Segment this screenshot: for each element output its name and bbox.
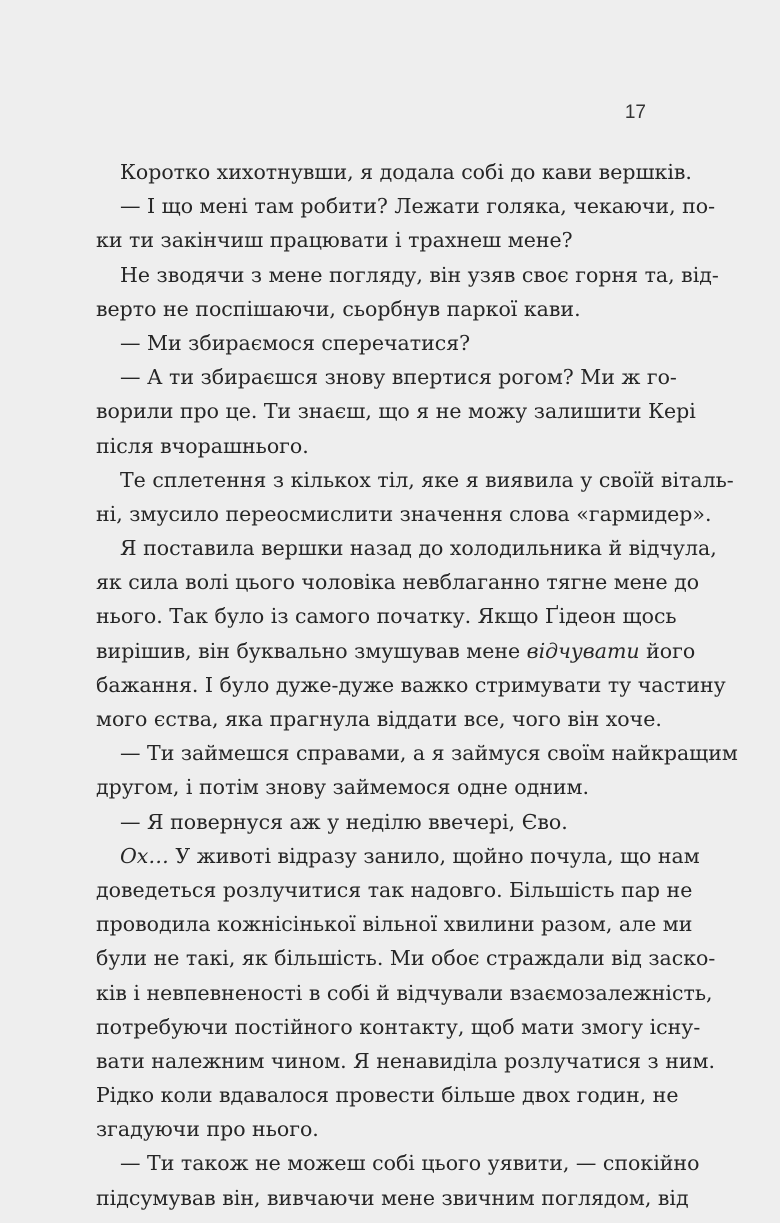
text-segment: вирішив, він буквально змушував мене <box>96 638 527 663</box>
text-body <box>96 155 738 1215</box>
text-line: Те сплетення з кількох тіл, яке я виявила у своїй віталь- <box>120 467 734 492</box>
text-line: були не такі, як більшість. Ми обоє страждали від заско- <box>96 946 716 971</box>
text-line <box>96 634 696 668</box>
text-line: Рідко коли вдавалося провести більше двох годин, не <box>96 1083 679 1108</box>
text-line: після вчорашнього. <box>96 433 309 458</box>
text-line: підсумував він, вивчаючи мене звичним поглядом, від <box>96 1185 689 1210</box>
text-line: — Ми збираємося сперечатися? <box>120 330 471 355</box>
text-line: мого єства, яка прагнула віддати все, чого він хоче. <box>96 707 662 731</box>
text-line: — Ти також не можеш собі цього уявити, — спокійно <box>120 1151 700 1176</box>
text-line: ні, змусило переосмислити значення слова «гармидер». <box>96 501 712 526</box>
text-line: — А ти збираєшся знову впертися рогом? Ми ж го- <box>120 365 677 390</box>
text-line: — І що мені там робити? Лежати голяка, чекаючи, по- <box>120 194 716 219</box>
text-line: Я поставила вершки назад до холодильника й відчула, <box>120 536 717 561</box>
text-line: згадуючи про нього. <box>96 1117 319 1142</box>
page-number: 17 <box>624 102 646 123</box>
text-line: потребуючи постійного контакту, щоб мати змогу існу- <box>96 1014 701 1039</box>
text-line: — Я повернуся аж у неділю ввечері, Єво. <box>120 809 568 834</box>
text-line: доведеться розлучитися так надовго. Більшість пар не <box>96 877 693 902</box>
text-line: нього. Так було із самого початку. Якщо Ґідеон щось <box>96 604 677 629</box>
text-line: проводила кожнісінької вільної хвилини разом, але ми <box>96 912 693 937</box>
emphasized-text: Ох… <box>120 843 169 868</box>
text-line <box>96 839 700 873</box>
text-segment: У животі відразу занило, щойно почула, що нам <box>168 843 700 868</box>
text-line: ки ти закінчиш працювати і трахнеш мене? <box>96 228 573 253</box>
text-line: другом, і потім знову займемося одне одним. <box>96 775 590 800</box>
text-line: ворили про це. Ти знаєш, що я не можу залишити Кері <box>96 399 696 424</box>
text-segment: його <box>639 638 696 663</box>
text-line: ків і невпевненості в собі й відчували взаємозалежність, <box>96 980 713 1005</box>
text-line: — Ти займешся справами, а я займуся своїм найкращим <box>120 741 738 766</box>
text-line: як сила волі цього чоловіка невблаганно тягне мене до <box>96 570 700 595</box>
text-line: Коротко хихотнувши, я додала собі до кави вершків. <box>120 160 692 184</box>
text-line: Не зводячи з мене погляду, він узяв своє горня та, від- <box>120 262 719 287</box>
text-line: вати належним чином. Я ненавиділа розлучатися з ним. <box>96 1048 715 1073</box>
text-line: бажання. І було дуже-дуже важко стримувати ту частину <box>96 672 726 697</box>
emphasized-text: відчувати <box>526 638 640 663</box>
text-line: верто не поспішаючи, сьорбнув паркої кави. <box>96 296 581 321</box>
